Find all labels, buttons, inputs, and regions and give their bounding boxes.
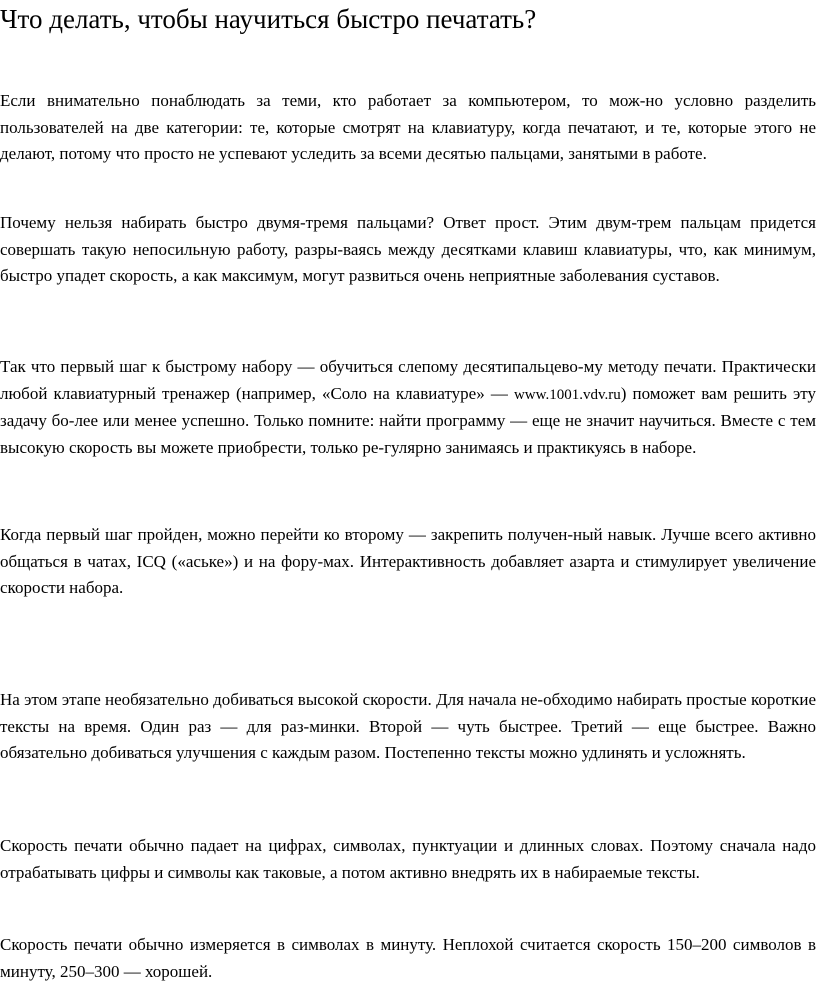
paragraph-speed-measure: Скорость печати обычно измеряется в символах в минуту. Неплохой считается скорость 150–200 символов в минуту, 250–300 — хорошей.	[0, 935, 816, 981]
paragraph-practice-stage: На этом этапе необязательно добиваться высокой скорости. Для начала не-обходимо набирать простые короткие тексты на время. Один раз — для раз-минки. Второй — чуть быстрее. Третий — еще быстрее. Важно обязательно добиваться улучшения с каждым разом. Постепенно тексты можно удлинять и усложнять.	[0, 690, 816, 762]
trainer-url: www.1001.vdv.ru	[513, 386, 621, 403]
paragraph-why-not-two-fingers: Почему нельзя набирать быстро двумя-тремя пальцами? Ответ прост. Этим двум-трем пальцам придется совершать такую непосильную работу, разры-ваясь между десятками клавиш клавиатуры, что, как минимум, быстро упадет скорость, а как максимум, могут развиться очень неприятные заболевания суставов.	[0, 213, 816, 285]
paragraph-second-step: Когда первый шаг пройден, можно перейти ко второму — закрепить получен-ный навык. Лучше всего активно общаться в чатах, ICQ («аське») и на фору-мах. Интерактивность добавляет азарта и стимулирует увеличение скорости набора.	[0, 525, 816, 597]
paragraph-first-step	[0, 354, 816, 461]
paragraph-first-step-text-start: Так что первый шаг к быстрому набору — обучиться слепому десятипальцево-му методу печати. Практически любой клавиатурный тренажер (например, «Соло на клавиатуре» —	[0, 357, 816, 403]
paragraph-two-categories: Если внимательно понаблюдать за теми, кто работает за компьютером, то мож-но условно разделить пользователей на две категории: те, которые смотрят на клавиатуру, когда печатают, и те, которые этого не делают, потому что просто не успевают уследить за всеми десятью пальцами, занятыми в работе.	[0, 91, 816, 163]
paragraph-first-step-text-end: ) поможет вам решить эту задачу бо-лее или менее успешно. Только помните: найти программу — еще не значит научиться. Вместе с тем высокую скорость вы можете приобрести, только ре-гулярно занимаясь и практикуясь в наборе.	[0, 383, 816, 457]
paragraph-speed-drops: Скорость печати обычно падает на цифрах, символах, пунктуации и длинных словах. Поэтому сначала надо отрабатывать цифры и символы как таковые, а потом активно внедрять их в набираемые тексты.	[0, 836, 816, 882]
page-title: Что делать, чтобы научиться быстро печатать?	[0, 4, 537, 34]
